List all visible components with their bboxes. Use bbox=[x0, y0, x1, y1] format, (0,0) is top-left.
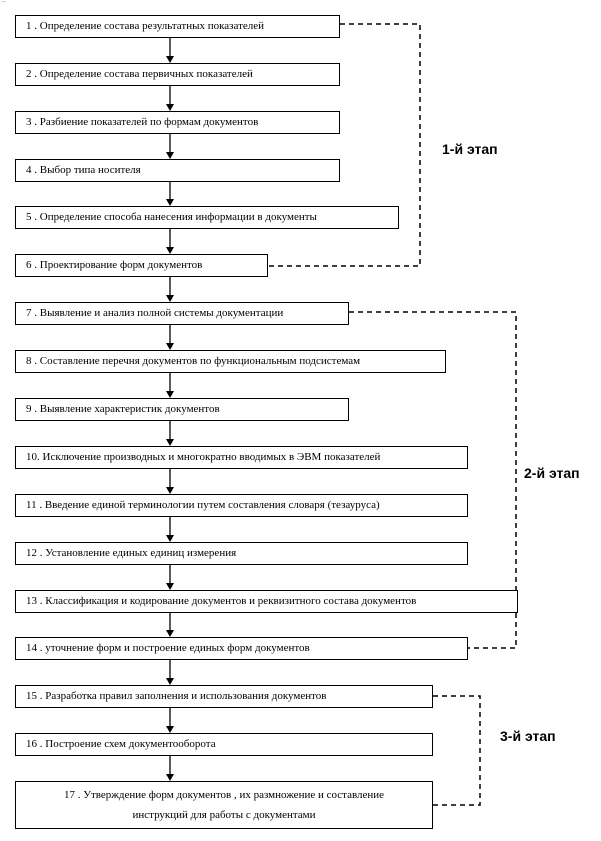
step-3: 3 . Разбиение показателей по формам документов bbox=[15, 111, 340, 134]
stage-3-bracket bbox=[433, 696, 480, 805]
step-5: 5 . Определение способа нанесения информации в документы bbox=[15, 206, 399, 229]
step-4: 4 . Выбор типа носителя bbox=[15, 159, 340, 182]
arrow-head-15 bbox=[166, 726, 174, 733]
arrow-head-16 bbox=[166, 774, 174, 781]
step-8: 8 . Составление перечня документов по функциональным подсистемам bbox=[15, 350, 446, 373]
arrow-head-10 bbox=[166, 487, 174, 494]
arrow-head-3 bbox=[166, 152, 174, 159]
arrow-head-13 bbox=[166, 630, 174, 637]
step-12: 12 . Установление единых единиц измерения bbox=[15, 542, 468, 565]
step-7: 7 . Выявление и анализ полной системы документации bbox=[15, 302, 349, 325]
arrow-head-8 bbox=[166, 391, 174, 398]
step-1: 1 . Определение состава результатных показателей bbox=[15, 15, 340, 38]
stage-1-bracket bbox=[268, 24, 420, 266]
arrow-head-12 bbox=[166, 583, 174, 590]
arrow-head-2 bbox=[166, 104, 174, 111]
arrow-head-7 bbox=[166, 343, 174, 350]
step-17 bbox=[15, 781, 433, 829]
stage-label-1: 1-й этап bbox=[442, 141, 498, 157]
step-14: 14 . уточнение форм и построение единых форм документов bbox=[15, 637, 468, 660]
step-17-line-2: инструкций для работы с документами bbox=[132, 809, 316, 821]
step-11: 11 . Введение единой терминологии путем составления словаря (тезауруса) bbox=[15, 494, 468, 517]
step-6: 6 . Проектирование форм документов bbox=[15, 254, 268, 277]
step-13: 13 . Классификация и кодирование документов и реквизитного состава документов bbox=[15, 590, 518, 613]
arrow-head-14 bbox=[166, 678, 174, 685]
stage-label-2: 2-й этап bbox=[524, 465, 580, 481]
arrow-head-4 bbox=[166, 199, 174, 206]
arrow-head-5 bbox=[166, 247, 174, 254]
stage-label-3: 3-й этап bbox=[500, 728, 556, 744]
step-17-line-1: 17 . Утверждение форм документов , их размножение и составление bbox=[63, 789, 385, 801]
step-2: 2 . Определение состава первичных показателей bbox=[15, 63, 340, 86]
step-16: 16 . Построение схем документооборота bbox=[15, 733, 433, 756]
step-9: 9 . Выявление характеристик документов bbox=[15, 398, 349, 421]
arrow-head-6 bbox=[166, 295, 174, 302]
page-marker: — bbox=[1, 0, 6, 5]
step-10: 10. Исключение производных и многократно вводимых в ЭВМ показателей bbox=[15, 446, 468, 469]
arrow-head-11 bbox=[166, 535, 174, 542]
arrow-head-1 bbox=[166, 56, 174, 63]
arrow-head-9 bbox=[166, 439, 174, 446]
step-15: 15 . Разработка правил заполнения и использования документов bbox=[15, 685, 433, 708]
